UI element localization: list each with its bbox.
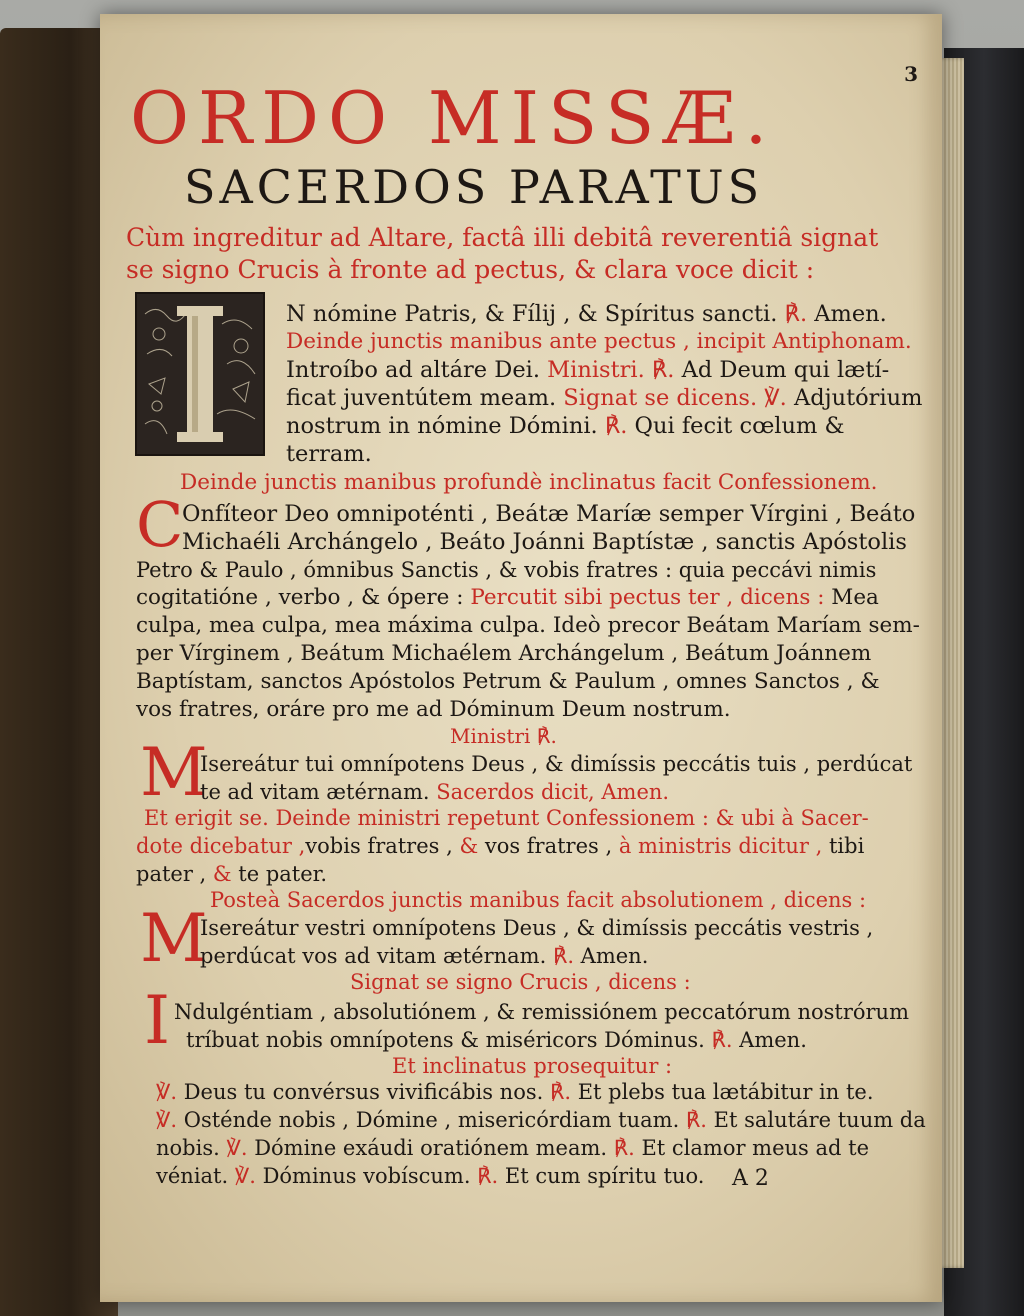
drop-cap-m: M	[140, 734, 208, 811]
text-span: Qui fecit cœlum &	[627, 413, 845, 439]
versicle-line	[156, 1162, 704, 1190]
text-line: vos fratres, oráre pro me ad Dóminum Deum nostrum.	[136, 697, 731, 722]
text-span: Dóminus vobíscum.	[255, 1164, 478, 1188]
text-span: Mea	[824, 585, 879, 610]
response-mark: ℟.	[477, 1164, 499, 1188]
text-span: Et plebs tua lætábitur in te.	[571, 1080, 874, 1104]
text-line	[200, 778, 669, 806]
book-page	[100, 14, 942, 1302]
response-mark: ℟.	[613, 1136, 635, 1160]
versicle-line	[156, 1134, 869, 1162]
text-span: Introíbo ad altáre Dei.	[286, 357, 548, 383]
rubric-span: Sacerdos dicit, Amen.	[436, 780, 670, 804]
drop-cap-c: C	[136, 488, 184, 561]
rubric-signat: Signat se signo Crucis , dicens :	[350, 970, 691, 994]
text-span: nostrum in nómine Dómini.	[286, 413, 605, 439]
text-span: Amen.	[574, 944, 649, 968]
page-title: ORDO MISSÆ.	[130, 76, 777, 160]
text-span: Deus tu convérsus vivificábis nos.	[177, 1080, 550, 1104]
rubric-span: &	[452, 834, 485, 858]
versicle-mark: ℣.	[234, 1164, 256, 1188]
text-span: Et clamor meus ad te	[634, 1136, 870, 1160]
text-line	[286, 300, 887, 328]
page-subtitle: SACERDOS PARATUS	[184, 160, 764, 214]
rubric-confession: Deinde junctis manibus profundè inclinatus facit Confessionem.	[180, 470, 878, 495]
versicle-mark: ℣.	[226, 1136, 248, 1160]
text-line: Isereátur tui omnípotens Deus , & dimíssis peccátis tuis , perdúcat	[200, 752, 913, 776]
text-span: N nómine Patris, & Fílij , & Spíritus sancti.	[286, 301, 785, 327]
text-line	[136, 832, 864, 860]
text-span: Amen.	[807, 301, 887, 327]
text-line: Ndulgéntiam , absolutiónem , & remissiónem peccatórum nostrórum	[174, 1000, 909, 1024]
text-line	[186, 1026, 807, 1054]
versicle-mark: ℣.	[156, 1080, 178, 1104]
rubric-span: Ministri. ℟.	[547, 357, 675, 383]
text-span: Ad Deum qui lætí-	[674, 357, 890, 383]
text-line: terram.	[286, 441, 372, 467]
rubric-span: Signat se dicens. ℣.	[563, 385, 787, 411]
text-line	[286, 384, 922, 412]
text-span: vos fratres ,	[484, 834, 613, 858]
text-span: perdúcat vos ad vitam ætérnam.	[200, 944, 553, 968]
text-span: te pater.	[231, 862, 328, 886]
text-span: tibi	[822, 834, 865, 858]
text-line	[286, 356, 889, 384]
versicle-line	[156, 1078, 874, 1106]
versicle-mark: ℣.	[156, 1108, 178, 1132]
text-span: Et salutáre tuum da	[706, 1108, 926, 1132]
text-line: Baptístam, sanctos Apóstolos Petrum & Paulum , omnes Sanctos , &	[136, 669, 880, 694]
text-span: Et cum spíritu tuo.	[498, 1164, 705, 1188]
response-mark: ℟.	[784, 301, 808, 327]
rubric-span: dote dicebatur ,	[136, 834, 306, 858]
text-span: vobis fratres ,	[305, 834, 453, 858]
text-line: culpa, mea culpa, mea máxima culpa. Ideò precor Beátam Maríam sem-	[136, 613, 920, 638]
rubric-span: à ministris dicitur ,	[612, 834, 823, 858]
rubric-intro-line-1: Cùm ingreditur ad Altare, factâ illi debitâ reverentiâ signat	[126, 223, 879, 252]
response-mark: ℟.	[549, 1080, 572, 1104]
text-span: pater ,	[136, 862, 213, 886]
text-line	[136, 584, 879, 612]
text-span: nobis.	[156, 1136, 227, 1160]
text-line: Onfíteor Deo omnipoténti , Beátæ Maríæ semper Vírgini , Beáto	[182, 501, 916, 527]
rubric-absolution: Posteà Sacerdos junctis manibus facit absolutionem , dicens :	[210, 888, 867, 912]
text-line: per Vírginem , Beátum Michaélem Archángelum , Beátum Joánnem	[136, 641, 872, 666]
drop-cap-i: I	[144, 982, 171, 1059]
rubric-line: Deinde junctis manibus ante pectus , incipit Antiphonam.	[286, 329, 912, 354]
response-mark: ℟.	[552, 944, 574, 968]
response-mark: ℟.	[685, 1108, 707, 1132]
text-span: ficat juventútem meam.	[286, 385, 564, 411]
rubric-span: Percutit sibi pectus ter , dicens :	[470, 585, 825, 610]
text-span: te ad vitam ætérnam.	[200, 780, 437, 804]
text-span: véniat.	[156, 1164, 235, 1188]
text-span: Adjutórium	[786, 385, 923, 411]
woodcut-illustration-icon	[137, 294, 263, 454]
page-number: 3	[904, 62, 918, 86]
text-line: Petro & Paulo , ómnibus Sanctis , & vobis fratres : quia peccávi nimis	[136, 558, 877, 582]
drop-cap-m: M	[140, 900, 208, 977]
rubric-inclinatus: Et inclinatus prosequitur :	[392, 1054, 673, 1078]
text-line: Isereátur vestri omnípotens Deus , & dimíssis peccátis vestris ,	[200, 916, 874, 940]
text-line	[136, 860, 327, 888]
text-line	[200, 942, 648, 970]
text-span: Dómine exáudi oratiónem meam.	[247, 1136, 614, 1160]
versicle-line	[156, 1106, 926, 1134]
signature-mark: A 2	[732, 1166, 769, 1191]
ministri-heading: Ministri ℟.	[450, 724, 557, 748]
rubric-intro-line-2: se signo Crucis à fronte ad pectus, & clara voce dicit :	[126, 255, 815, 284]
text-span: tríbuat nobis omnípotens & miséricors Dóminus.	[186, 1028, 712, 1052]
response-mark: ℟.	[604, 413, 628, 439]
rubric-span: &	[212, 862, 232, 886]
rubric-line: Et erigit se. Deinde ministri repetunt Confessionem : & ubi à Sacer-	[144, 806, 869, 830]
text-line: Michaéli Archángelo , Beáto Joánni Baptístæ , sanctis Apóstolis	[182, 529, 907, 555]
text-span: cogitatióne , verbo , & ópere :	[136, 585, 464, 610]
response-mark: ℟.	[711, 1028, 733, 1052]
woodcut-initial-i-image	[135, 292, 265, 456]
text-line	[286, 412, 845, 440]
text-span: Amen.	[732, 1028, 807, 1052]
text-span: Osténde nobis , Dómine , misericórdiam tuam.	[177, 1108, 686, 1132]
